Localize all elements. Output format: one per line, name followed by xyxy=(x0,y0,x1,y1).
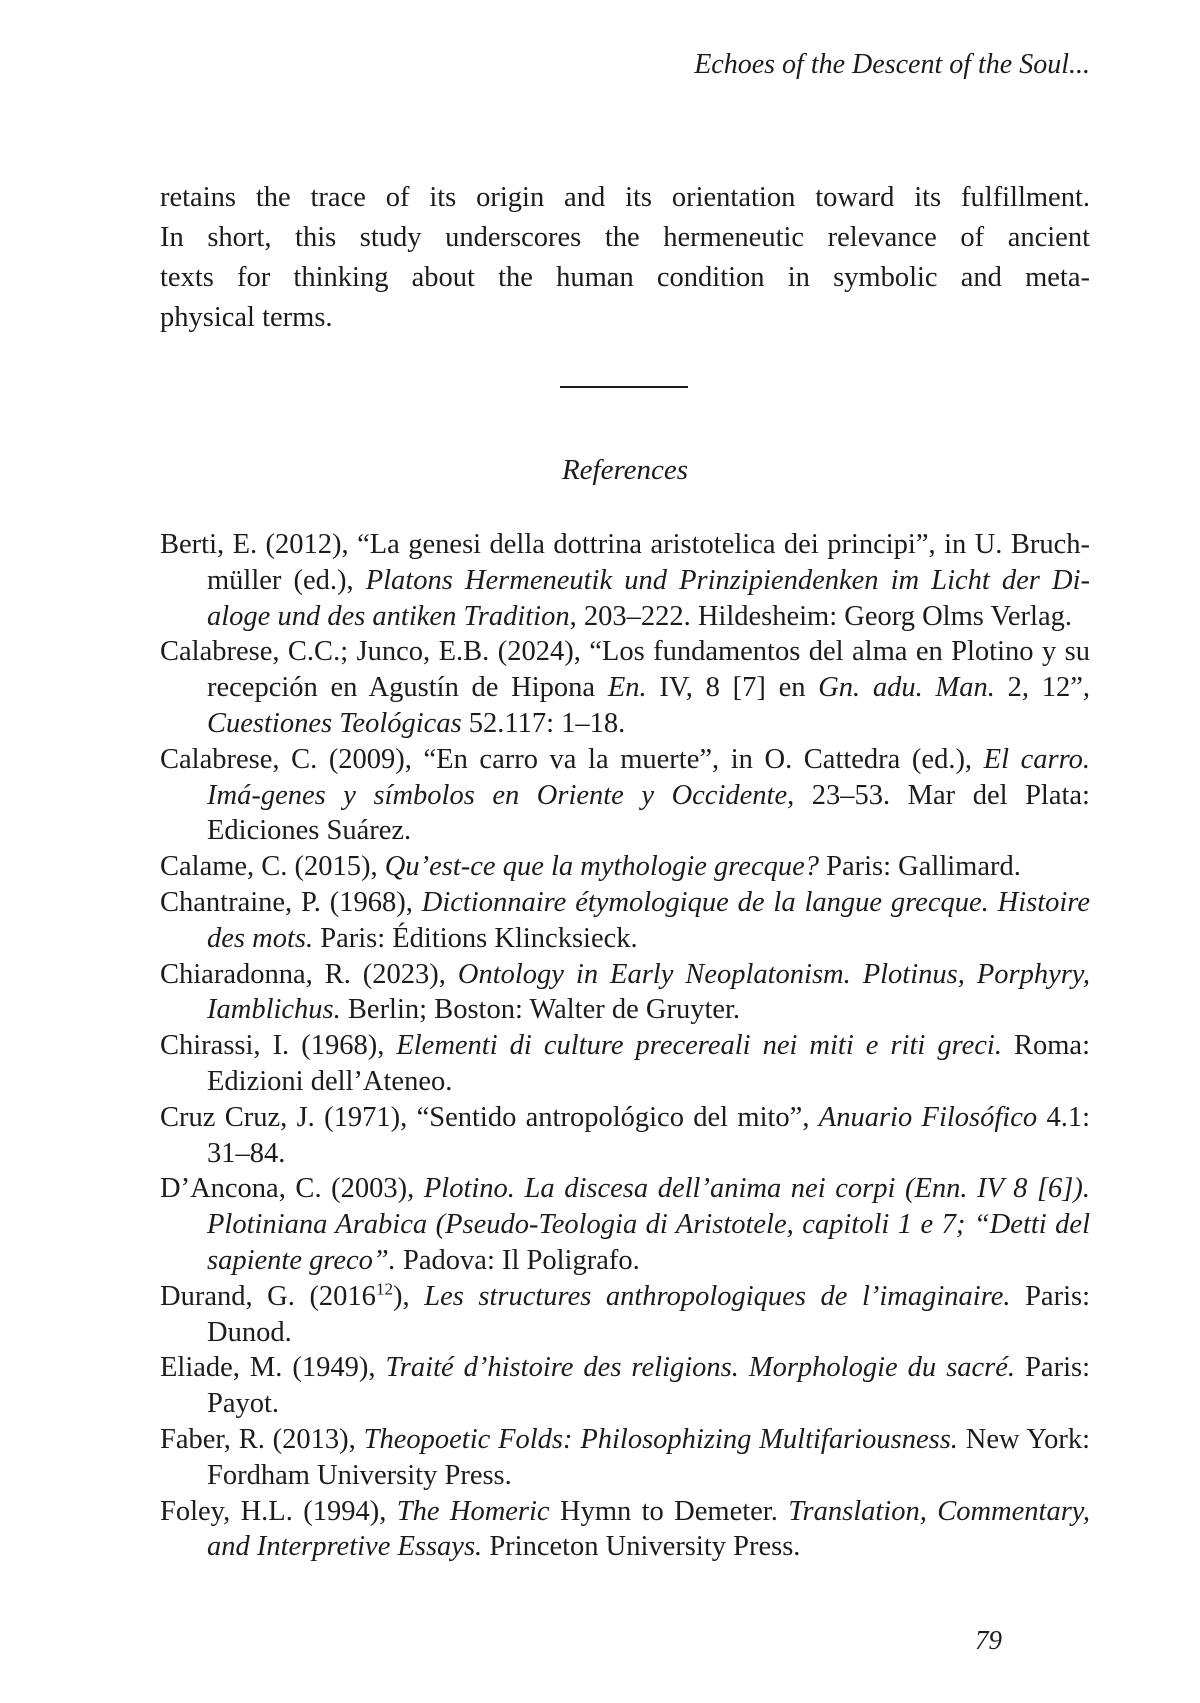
reference-text: Foley, H.L. (1994), xyxy=(160,1495,397,1527)
italic-title: En. xyxy=(607,672,647,704)
reference-entry xyxy=(160,1028,1090,1100)
italic-title: Translation, Commentary, and Interpretive Essays. xyxy=(207,1495,1090,1563)
reference-text: Paris: Gallimard. xyxy=(819,851,1021,883)
italic-title: Traité d’histoire des religions. Morphologie du sacré. xyxy=(385,1352,1016,1384)
reference-text: 4.1: 31–84. xyxy=(207,1101,1091,1169)
intro-line: In short, this study underscores the hermeneutic relevance of ancient xyxy=(160,222,1090,253)
reference-text: Chiaradonna, R. (2023), xyxy=(160,958,458,990)
section-divider xyxy=(560,386,688,388)
reference-text: 2, 12”, xyxy=(994,672,1090,704)
reference-text: Berti, E. (2012), “La genesi della dottrina aristotelica dei principi”, in U. Bruch-müller (ed.), xyxy=(160,529,1090,596)
reference-entry xyxy=(160,849,1090,885)
italic-title: Anuario Filosófico xyxy=(818,1101,1038,1133)
italic-title: The Homeric xyxy=(396,1495,550,1527)
italic-title: Platons Hermeneutik und Prinzipiendenken im Licht der Di-aloge und des antiken Tradition xyxy=(207,564,1090,632)
italic-title: Theopoetic Folds: Philosophizing Multifariousness. xyxy=(363,1423,958,1455)
intro-line: texts for thinking about the human condition in symbolic and meta- xyxy=(160,262,1090,293)
references-list xyxy=(160,527,1090,1565)
running-head: Echoes of the Descent of the Soul... xyxy=(694,49,1090,80)
reference-text: Cruz Cruz, J. (1971), “Sentido antropológico del mito”, xyxy=(160,1101,819,1133)
reference-text: Durand, G. (2016 xyxy=(160,1280,376,1312)
italic-title: Gn. adu. Man. xyxy=(818,672,995,704)
intro-line: physical terms. xyxy=(160,302,333,333)
reference-text: Faber, R. (2013), xyxy=(160,1423,364,1455)
reference-entry xyxy=(160,1350,1090,1422)
reference-entry xyxy=(160,1279,1090,1351)
italic-title: Plotino. La discesa dell’anima nei corpi (Enn. IV 8 [6]). Plotiniana Arabica (Pseudo-Teologia di Aristotele, capitoli 1 e 7; “Detti del sapiente greco”. xyxy=(207,1173,1090,1276)
reference-text: Roma: Edizioni dell’Ateneo. xyxy=(207,1030,1090,1097)
reference-text: Calabrese, C. (2009), “En carro va la muerte”, in O. Cattedra (ed.), xyxy=(160,743,984,775)
reference-text: Eliade, M. (1949), xyxy=(160,1352,386,1384)
reference-entry xyxy=(160,1494,1090,1566)
reference-text: New York: Fordham University Press. xyxy=(207,1423,1090,1491)
reference-text: Chirassi, I. (1968), xyxy=(160,1030,397,1062)
references-heading: References xyxy=(561,454,689,486)
reference-entry xyxy=(160,527,1090,634)
reference-text: IV, 8 [7] en xyxy=(646,672,819,704)
reference-text: , 203–222. Hildesheim: Georg Olms Verlag. xyxy=(569,600,1072,632)
reference-entry xyxy=(160,1422,1090,1494)
reference-text: Paris: Payot. xyxy=(207,1352,1090,1420)
intro-line: retains the trace of its origin and its orientation toward its fulfillment. xyxy=(160,182,1090,213)
italic-title: Cuestiones Teológicas xyxy=(207,707,462,739)
reference-text: Berlin; Boston: Walter de Gruyter. xyxy=(340,994,741,1026)
reference-entry xyxy=(160,1171,1090,1278)
italic-title: Qu’est-ce que la mythologie grecque? xyxy=(384,851,820,883)
reference-text: D’Ancona, C. (2003), xyxy=(160,1173,424,1205)
reference-text: Chantraine, P. (1968), xyxy=(160,886,422,918)
reference-text: 52.117: 1–18. xyxy=(461,707,626,739)
reference-text: ), xyxy=(393,1280,425,1312)
reference-text: Calabrese, C.C.; Junco, E.B. (2024), “Los fundamentos del alma en Plotino y su recepción en Agustín de Hipona xyxy=(160,636,1090,704)
reference-text: Paris: Dunod. xyxy=(207,1280,1091,1348)
reference-entry xyxy=(160,885,1090,957)
italic-title: Dictionnaire étymologique de la langue grecque. Histoire des mots. xyxy=(207,886,1090,954)
italic-title: El carro. Imá-genes y símbolos en Oriente y Occidente xyxy=(207,743,1090,811)
page-number: 79 xyxy=(975,1625,1002,1655)
italic-title: Les structures anthropologiques de l’imaginaire. xyxy=(424,1280,1011,1312)
reference-text: Princeton University Press. xyxy=(482,1531,801,1563)
reference-entry xyxy=(160,742,1090,849)
reference-text: Hymn to Demeter. xyxy=(549,1495,789,1527)
reference-entry xyxy=(160,634,1090,741)
superscript: 12 xyxy=(375,1279,394,1299)
italic-title: Ontology in Early Neoplatonism. Plotinus, Porphyry, Iamblichus. xyxy=(207,958,1091,1026)
intro-paragraph xyxy=(160,178,1090,338)
reference-text: Paris: Éditions Klincksieck. xyxy=(313,922,638,954)
reference-entry xyxy=(160,957,1090,1029)
reference-text: Calame, C. (2015), xyxy=(160,851,385,883)
reference-text: , 23–53. Mar del Plata: Ediciones Suárez. xyxy=(207,779,1090,847)
reference-entry xyxy=(160,1100,1090,1172)
reference-text: Padova: Il Poligrafo. xyxy=(395,1244,640,1276)
italic-title: Elementi di culture precereali nei miti e riti greci. xyxy=(396,1030,1002,1062)
